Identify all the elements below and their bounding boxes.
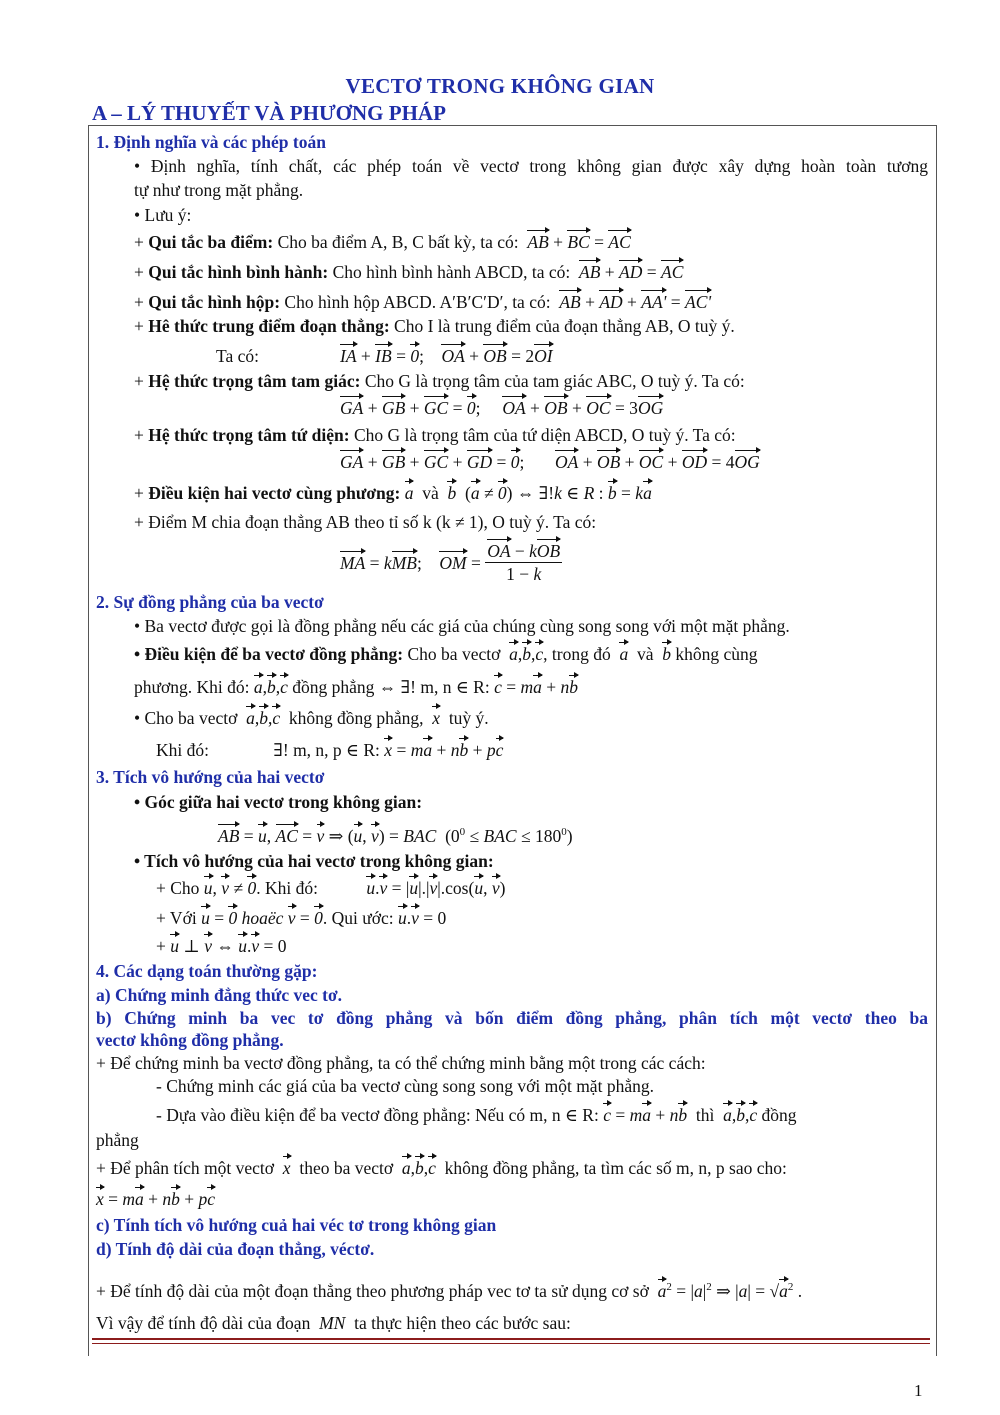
rule-parallelogram: + Qui tắc hình bình hành: Cho hình bình hành ABCD, ta có: AB + AD = AC (134, 262, 684, 282)
formula-three-points: AB + BC = AC (527, 232, 631, 252)
s4-decompose-a: + Để phân tích một vectơ (96, 1158, 275, 1178)
rule-tetrahedron-centroid-text: Cho G là trọng tâm của tứ diện ABCD, O tuỳ ý. Ta có: (349, 425, 736, 445)
s4-decompose-b: theo ba vectơ (299, 1158, 394, 1178)
section-4-heading: 4. Các dạng toán thường gặp: (96, 961, 318, 981)
s4-method-2-dong: đồng (761, 1105, 797, 1125)
s3-hoac: hoaëc (241, 908, 284, 928)
s4-method-2: - Dựa vào điều kiện để ba vectơ đồng phẳng: Nếu có m, n ∈ R: c = ma + nb thì a,b,c đồng (156, 1105, 797, 1125)
s3-dot-product-def: + Cho u, v ≠ 0. Khi đó: u.v = |u|.|v|.cos(u, v) (156, 878, 506, 898)
formula-angle: AB = u, AC = v ⇒ (u, v) = BAC ($0^0$ ≤ BAC ≤ $180^0$) (218, 825, 573, 846)
s4-type-d: d) Tính độ dài của đoạn thẳng, véctơ. (96, 1239, 375, 1259)
rule-parallelepiped-text: Cho hình hộp ABCD. A′B′C′D′, ta có: (280, 292, 551, 312)
s3-voi: + Với (156, 908, 197, 928)
s3-dot-product-label: • Tích vô hướng của hai vectơ trong không gian: (134, 851, 494, 871)
s4-method-1: - Chứng minh các giá của ba vectơ cùng song song với một mặt phẳng. (156, 1076, 654, 1096)
s4-method-2-thi: thì (695, 1105, 715, 1125)
rule-triangle-centroid: + Hệ thức trọng tâm tam giác: Cho G là trọng tâm của tam giác ABC, O tuỳ ý. Ta có: (134, 371, 745, 391)
s3-cho: + Cho (156, 878, 200, 898)
s2-condition-and: và (636, 644, 654, 664)
s2-condition-label: • Điều kiện để ba vectơ đồng phẳng: (134, 644, 404, 664)
rule-parallelepiped-label: Qui tắc hình hộp: (148, 292, 281, 312)
formula-collinear: a và b (a ≠ 0) ⇔ ∃!k ∈ R : b = ka (404, 483, 652, 503)
s3-angle-label: • Góc giữa hai vectơ trong không gian: (134, 792, 423, 812)
s4-decompose-c: không đồng phẳng, ta tìm các số m, n, p sao cho: (444, 1158, 787, 1178)
s2-decomposition: Khi đó: ∃! m, n, p ∈ R: x = ma + nb + pc (156, 740, 504, 760)
document-title: VECTƠ TRONG KHÔNG GIAN (345, 74, 655, 98)
s1-paragraph-line2: tự như trong mặt phẳng. (134, 180, 304, 200)
rule-midpoint: + Hê thức trung điểm đoạn thẳng: Cho I là trung điểm của đoạn thẳng AB, O tuỳ ý. (134, 316, 735, 336)
s4-type-b-line2: vectơ không đồng phẳng. (96, 1030, 284, 1050)
s3-khido: . Khi đó: (256, 878, 318, 898)
rule-three-points-label: Qui tắc ba điểm: (148, 232, 274, 252)
rule-division-point: + Điểm M chia đoạn thẳng AB theo tỉ số k (k ≠ 1), O tuỳ ý. Ta có: (134, 512, 597, 532)
s1-paragraph-line1: • Định nghĩa, tính chất, các phép toán về vectơ trong không gian được xây dựng hoàn toàn tương (134, 156, 928, 176)
s3-convention: . Qui ước: (322, 908, 394, 928)
section-1-heading: 1. Định nghĩa và các phép toán (96, 132, 326, 152)
section-3-heading: 3. Tích vô hướng của hai vectơ (96, 767, 325, 787)
s3-zero-case: + Với u = 0 hoaëc v = 0. Qui ước: u.v = 0 (156, 908, 447, 928)
s1-note: • Lưu ý: (134, 205, 192, 225)
section-2-heading: 2. Sự đồng phẳng của ba vectơ (96, 592, 324, 612)
s2-khido: Khi đó: (156, 740, 209, 760)
formula-division-point: MA = kMB; OM = $\frac{\text{OA − kOB}}{1 - k}$ (340, 541, 561, 584)
s2-condition-mid: , trong đó (543, 644, 611, 664)
rule-midpoint-label: Hê thức trung điểm đoạn thẳng: (148, 316, 390, 336)
rule-collinear-vectors: + Điều kiện hai vectơ cùng phương: a và b (a ≠ 0) ⇔ ∃!k ∈ R : b = ka (134, 483, 652, 503)
midpoint-taco: Ta có: (216, 346, 259, 366)
s4-method-intro: + Để chứng minh ba vectơ đồng phẳng, ta có thể chứng minh bằng một trong các cách: (96, 1053, 706, 1073)
s4-type-a: a) Chứng minh đẳng thức vec tơ. (96, 985, 343, 1005)
s2-exists-mnp: ∃! m, n, p ∈ R: (273, 740, 380, 760)
s2-condition: • Điều kiện để ba vectơ đồng phẳng: Cho ba vectơ a,b,c, trong đó a và b không cùng (134, 644, 758, 664)
s3-plus: + (156, 936, 166, 956)
s4-method-2-wrap: phẳng (96, 1130, 139, 1150)
rule-tetrahedron-centroid: + Hệ thức trọng tâm tứ diện: Cho G là trọng tâm của tứ diện ABCD, O tuỳ ý. Ta có: (134, 425, 736, 445)
rule-parallelogram-label: Qui tắc hình bình hành: (148, 262, 329, 282)
rule-parallelepiped: + Qui tắc hình hộp: Cho hình hộp ABCD. A′B′C′D′, ta có: AB + AD + AA' = AC' (134, 292, 712, 312)
s4-steps-intro (96, 1312, 571, 1334)
s2-phuong: phương. Khi đó: (134, 677, 250, 697)
footer-rule (92, 1338, 930, 1340)
rule-triangle-centroid-text: Cho G là trọng tâm của tam giác ABC, O tuỳ ý. Ta có: (360, 371, 745, 391)
s4-length-text: + Để tính độ dài của một đoạn thẳng theo phương pháp vec tơ ta sử dụng cơ sở (96, 1280, 649, 1301)
s2-definition: • Ba vectơ được gọi là đồng phẳng nếu các giá của chúng cùng song song với một mặt phẳng. (134, 616, 790, 636)
formula-decompose: x = ma + nb + pc (96, 1189, 216, 1209)
s2-condition-text: Cho ba vectơ (403, 644, 501, 664)
s2-noncoplanar-end: tuỳ ý. (448, 708, 489, 728)
s2-noncoplanar-lead: • Cho ba vectơ (134, 708, 238, 728)
s2-noncoplanar-mid: không đồng phẳng, (288, 708, 424, 728)
formula-tetrahedron-centroid: GA + GB + GC + GD = 0; OA + OB + OC + OD = 4OG (340, 452, 760, 472)
s4-steps-c: ta thực hiện theo các bước sau: (354, 1313, 571, 1333)
formula-midpoint: IA + IB = 0; OA + OB = 2OI (340, 346, 553, 366)
page-number: 1 (914, 1381, 923, 1400)
s4-method-2-text: - Dựa vào điều kiện để ba vectơ đồng phẳng: Nếu có m, n ∈ R: (156, 1105, 599, 1125)
rule-collinear-label: Điều kiện hai vectơ cùng phương: (148, 483, 401, 503)
s2-condition-line2: phương. Khi đó: a,b,c đồng phẳng ⇔ ∃! m, n ∈ R: c = ma + nb (134, 677, 579, 697)
formula-triangle-centroid: GA + GB + GC = 0; OA + OB + OC = 3OG (340, 398, 664, 418)
rule-parallelogram-text: Cho hình bình hành ABCD, ta có: (328, 262, 571, 282)
rule-midpoint-text: Cho I là trung điểm của đoạn thẳng AB, O tuỳ ý. (389, 316, 735, 336)
rule-three-points-text: Cho ba điểm A, B, C bất kỳ, ta có: (273, 232, 519, 252)
s2-coplanar-iff: đồng phẳng ⇔ ∃! m, n ∈ R: (292, 677, 490, 697)
formula-parallelepiped: AB + AD + AA' = AC' (559, 292, 712, 312)
s4-length-method: + Để tính độ dài của một đoạn thẳng theo phương pháp vec tơ ta sử dụng cơ sở $a^2 = |a|^2$ ⇒ $|a| = √a^2$ . (96, 1280, 803, 1301)
rule-three-points: + Qui tắc ba điểm: Cho ba điểm A, B, C bất kỳ, ta có: AB + BC = AC (134, 232, 631, 252)
rule-tetrahedron-centroid-label: Hệ thức trọng tâm tứ diện: (148, 425, 350, 445)
s4-type-b-line1: b) Chứng minh ba vec tơ đồng phẳng và bốn điểm đồng phẳng, phân tích một vectơ theo ba (96, 1008, 928, 1028)
s4-type-c: c) Tính tích vô hướng cuả hai véc tơ trong không gian (96, 1215, 497, 1235)
formula-parallelogram: AB + AD = AC (579, 262, 684, 282)
s4-decompose: + Để phân tích một vectơ x theo ba vectơ a,b,c không đồng phẳng, ta tìm các số m, n, p sao cho: (96, 1158, 787, 1178)
s4-steps-mn: MN (319, 1313, 346, 1333)
s4-steps-a: Vì vậy để tính độ dài của đoạn (96, 1313, 311, 1333)
section-a-heading: A – LÝ THUYẾT VÀ PHƯƠNG PHÁP (92, 101, 446, 125)
rule-triangle-centroid-label: Hệ thức trọng tâm tam giác: (148, 371, 361, 391)
s2-non-coplanar: • Cho ba vectơ a,b,c không đồng phẳng, x tuỳ ý. (134, 708, 489, 728)
s3-perpendicular: + u ⊥ v ⇔ u.v = 0 (156, 936, 287, 956)
s2-condition-end: không cùng (675, 644, 758, 664)
footer-rule-thin (92, 1343, 930, 1344)
